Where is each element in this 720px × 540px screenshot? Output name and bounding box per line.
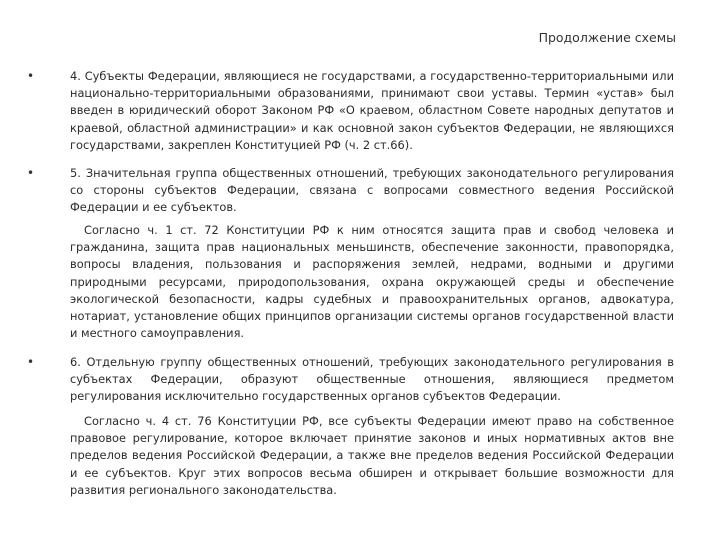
bullet-item-text: 5. Значительная группа общественных отношений, требующих законодательного регулирования со стороны субъектов Федерации, связана с вопросами совместного ведения Российской Федерации и ее субъектов. [70,166,674,215]
paragraph-article-76: Согласно ч. 4 ст. 76 Конституции РФ, все субъекты Федерации имеют право на собственное правовое регулирование, которое включает принятие законов и иных нормативных актов вне пределов ведения Российской Федерации, а также вне пределов ведения Российской Федерации и ее субъектов. Круг этих вопросов весьма обширен и открывает большие возможности для развития регионального законодательства. [70,414,674,497]
bullet-marker: • [27,355,35,369]
bullet-item-text: 6. Отдельную группу общественных отношений, требующих законодательного регулирования в субъектах Федерации, образуют общественные отношения, являющиеся предметом регулирования исключительно государственных органов субъектов Федерации. [70,355,674,404]
slide-header: Продолжение схемы [538,30,676,45]
bullet-item-text: 4. Субъекты Федерации, являющиеся не государствами, а государственно-территориальными или национально-территориальными образованиями, принимают свои уставы. Термин «устав» был введен в юридический оборот Законом РФ «О краевом, областном Совете народных депутатов и краевой, областной администрации» и как основной закон субъектов Федерации, не являющихся государствами, закреплен Конституцией РФ (ч. 2 ст.66). [70,69,674,152]
bullet-marker: • [27,166,35,180]
bullet-marker: • [27,69,35,83]
bullet-item-5 [27,165,674,217]
paragraph-article-72: Согласно ч. 1 ст. 72 Конституции РФ к ним относятся защита прав и свобод человека и гражданина, защита прав национальных меньшинств, обеспечение законности, правопорядка, вопросы владения, пользования и распоряжения землей, недрами, водными и другими природными ресурсами, природопользования, охрана окружающей среды и обеспечение экологической безопасности, кадры судебных и правоохранительных органов, адвокатура, нотариат, установление общих принципов организации системы органов государственной власти и местного самоуправления. [70,223,674,341]
bullet-item-6 [27,354,674,406]
bullet-item-4 [27,68,674,154]
